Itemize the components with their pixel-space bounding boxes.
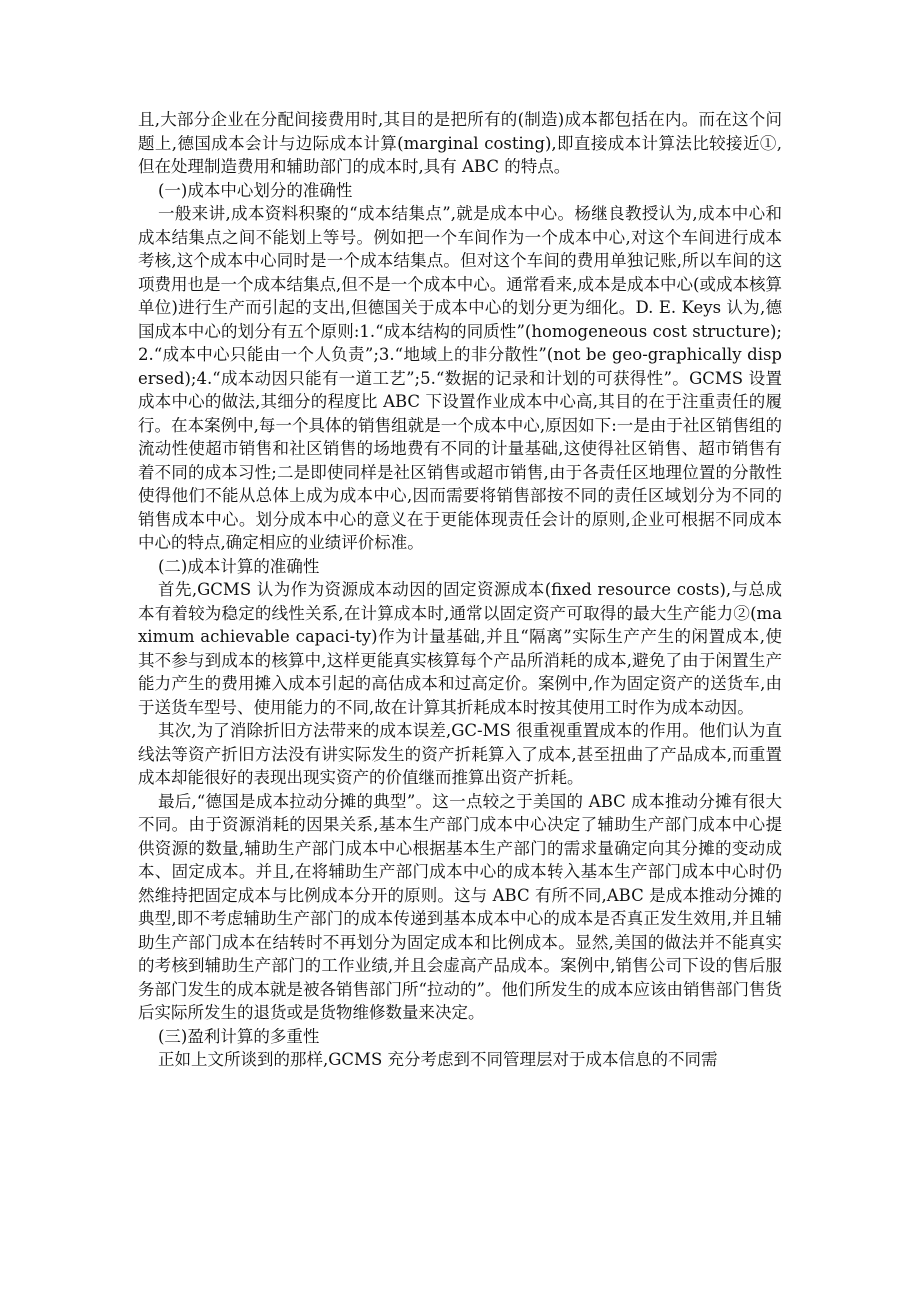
section-heading-3: (三)盈利计算的多重性: [158, 1026, 320, 1046]
section-heading-2: (二)成本计算的准确性: [158, 556, 320, 576]
section-heading-1: (一)成本中心划分的准确性: [158, 180, 353, 200]
paragraph-second: 其次,为了消除折旧方法带来的成本误差,GC-MS 很重视重置成本的作用。他们认为直线法等资产折旧方法没有讲实际发生的资产折耗算入了成本,甚至扭曲了产品成本,而重置成本却能很好的表现出现实资产的价值继而推算出资产折耗。: [138, 721, 782, 787]
paragraph-finally: 最后,“德国是成本拉动分摊的典型”。这一点较之于美国的 ABC 成本推动分摊有很大不同。由于资源消耗的因果关系,基本生产部门成本中心决定了辅助生产部门成本中心提供资源的数量,辅助生产部门成本中心根据基本生产部门的需求量确定向其分摊的变动成本、固定成本。并且,在将辅助生产部门成本中心的成本转入基本生产部门成本中心时仍然维持把固定成本与比例成本分开的原则。这与 ABC 有所不同,ABC 是成本推动分摊的典型,即不考虑辅助生产部门的成本传递到基本成本中心的成本是否真正发生效用,并且辅助生产部门成本在结转时不再划分为固定成本和比例成本。显然,美国的做法并不能真实的考核到辅助生产部门的工作业绩,并且会虚高产品成本。案例中,销售公司下设的售后服务部门发生的成本就是被各销售部门所“拉动的”。他们所发生的成本应该由销售部门售货后实际所发生的退货或是货物维修数量来决定。: [138, 791, 782, 1022]
paragraph-cost-center: 一般来讲,成本资料积聚的“成本结集点”,就是成本中心。杨继良教授认为,成本中心和成本结集点之间不能划上等号。例如把一个车间作为一个成本中心,对这个车间进行成本考核,这个成本中心同时是一个成本结集点。但对这个车间的费用单独记账,所以车间的这项费用也是一个成本结集点,但不是一个成本中心。通常看来,成本是成本中心(或成本核算单位)进行生产而引起的支出,但德国关于成本中心的划分更为细化。D. E. Keys 认为,德国成本中心的划分有五个原则:1.“成本结构的同质性”(homogeneous cost structure);2.“成本中心只能由一个人负责”;3.“地域上的非分散性”(not be geo-graphically dispersed);4.“成本动因只能有一道工艺”;5.“数据的记录和计划的可获得性”。GCMS 设置成本中心的做法,其细分的程度比 ABC 下设置作业成本中心高,其目的在于注重责任的履行。在本案例中,每一个具体的销售组就是一个成本中心,原因如下:一是由于社区销售组的流动性使超市销售和社区销售的场地费有不同的计量基础,这使得社区销售、超市销售有着不同的成本习性;二是即使同样是社区销售或超市销售,由于各责任区地理位置的分散性使得他们不能从总体上成为成本中心,因而需要将销售部按不同的责任区域划分为不同的销售成本中心。划分成本中心的意义在于更能体现责任会计的原则,企业可根据不同成本中心的特点,确定相应的业绩评价标准。: [138, 204, 782, 552]
paragraph-first: 首先,GCMS 认为作为资源成本动因的固定资源成本(fixed resource costs),与总成本有着较为稳定的线性关系,在计算成本时,通常以固定资产可取得的最大生产能力②(maximum achievable capaci-ty)作为计量基础,并且“隔离”实际生产产生的闲置成本,使其不参与到成本的核算中,这样更能真实核算每个产品所消耗的成本,避免了由于闲置生产能力产生的费用摊入成本引起的高估成本和过高定价。案例中,作为固定资产的送货车,由于送货车型号、使用能力的不同,故在计算其折耗成本时按其使用工时作为成本动因。: [138, 580, 782, 717]
paragraph-intro: 且,大部分企业在分配间接费用时,其目的是把所有的(制造)成本都包括在内。而在这个问题上,德国成本会计与边际成本计算(marginal costing),即直接成本计算法比较接近①,但在处理制造费用和辅助部门的成本时,具有 ABC 的特点。: [138, 110, 782, 176]
paragraph-profit: 正如上文所谈到的那样,GCMS 充分考虑到不同管理层对于成本信息的不同需: [158, 1050, 718, 1069]
